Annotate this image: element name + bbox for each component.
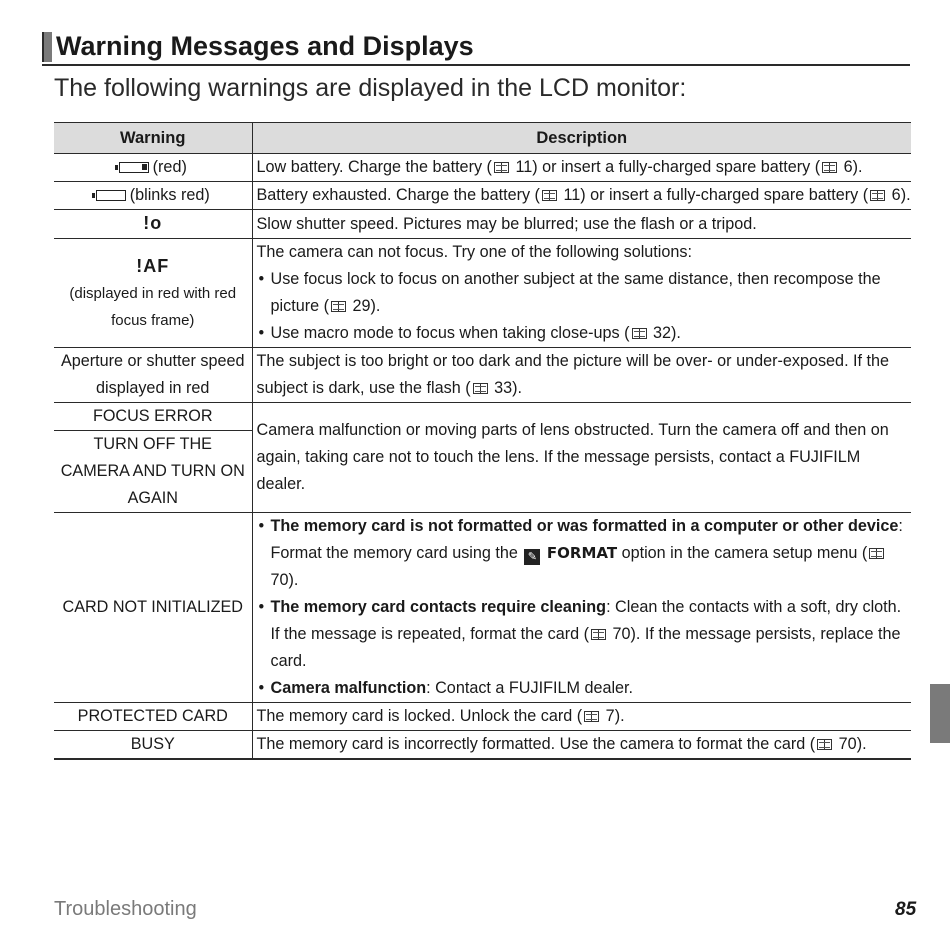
cause-list: [257, 513, 912, 702]
description-text: ) or insert a fully-charged spare battery (: [580, 186, 869, 204]
warning-note: (displayed in red with red focus frame): [69, 284, 237, 329]
page-ref: 6: [843, 158, 853, 176]
description-text: ). If the message persists, replace the card.: [270, 625, 901, 670]
description-cell: [252, 182, 911, 210]
description-text: Format the memory card using the: [270, 544, 518, 562]
description-text: The memory card is locked. Unlock the card (: [256, 707, 583, 725]
description-text: ).: [671, 324, 681, 342]
column-header-description: Description: [252, 123, 911, 154]
list-item: [257, 513, 912, 594]
book-icon: [869, 548, 884, 559]
warning-cell: Aperture or shutter speed displayed in red: [54, 348, 252, 403]
description-intro: The camera can not focus. Try one of the following solutions:: [256, 243, 692, 261]
list-item: [257, 266, 912, 320]
description-text: The subject is too bright or too dark and the picture will be over- or under-exposed. If the subject is dark, use the flash (: [256, 352, 890, 397]
table-row: [54, 403, 911, 431]
page-ref: 29: [352, 297, 371, 315]
title-rule: [42, 30, 910, 66]
list-item: [257, 320, 912, 347]
description-text: ) or insert a fully-charged spare battery (: [532, 158, 821, 176]
format-option-label: FORMAT: [546, 544, 618, 562]
page-ref: 33: [494, 379, 513, 397]
book-icon: [870, 190, 885, 201]
book-icon: [591, 629, 606, 640]
title-marker: [42, 32, 52, 62]
description-cell: Camera malfunction or moving parts of lens obstructed. Turn the camera off and then on again, taking care not to touch the lens. If the message persists, contact a FUJIFILM dealer.: [252, 403, 911, 513]
warning-cell: BUSY: [54, 731, 252, 760]
column-header-warning: Warning: [54, 123, 252, 154]
warning-cell: [54, 210, 252, 239]
solution-list: [257, 266, 912, 347]
table-row: [54, 348, 911, 403]
book-icon: [331, 301, 346, 312]
book-icon: [632, 328, 647, 339]
list-item: [257, 594, 912, 675]
description-text: The memory card is incorrectly formatted. Use the camera to format the card (: [256, 735, 816, 753]
page-ref: 7: [605, 707, 615, 725]
description-text: : Clean the contacts with a soft, dry cloth. If the message is repeated, format the card (: [270, 598, 902, 643]
page-title: Warning Messages and Displays: [56, 31, 474, 61]
description-cell: [252, 239, 911, 348]
book-icon: [817, 739, 832, 750]
warning-cell: FOCUS ERROR: [54, 403, 252, 431]
description-text: ).: [288, 571, 299, 589]
page-ref: 6: [891, 186, 901, 204]
description-text: Battery exhausted. Charge the battery (: [256, 186, 540, 204]
book-icon: [473, 383, 488, 394]
description-text: Use macro mode to focus when taking close-ups (: [270, 324, 630, 342]
description-cell: [252, 703, 911, 731]
cause-title: The memory card contacts require cleaning: [270, 598, 607, 616]
warning-cell: TURN OFF THE CAMERA AND TURN ON AGAIN: [54, 431, 252, 513]
description-cell: [252, 513, 911, 703]
focus-warning-icon: !AF: [136, 255, 170, 276]
page-ref: 11: [515, 158, 533, 176]
battery-low-icon: [119, 162, 149, 173]
page-ref: 70: [270, 571, 289, 589]
description-text: option in the camera setup menu (: [621, 544, 868, 562]
cause-title: The memory card is not formatted or was formatted in a computer or other device: [270, 517, 899, 535]
description-text: ).: [370, 297, 381, 315]
description-text: :: [898, 517, 903, 535]
description-text: Use focus lock to focus on another subject at the same distance, then recompose the picture (: [270, 270, 881, 315]
book-icon: [494, 162, 509, 173]
setup-menu-icon: ✎: [524, 549, 540, 565]
warning-cell: [54, 182, 252, 210]
table-row: [54, 154, 911, 182]
table-row: [54, 210, 911, 239]
description-text: Low battery. Charge the battery (: [256, 158, 492, 176]
description-text: ).: [900, 186, 911, 204]
warning-cell: PROTECTED CARD: [54, 703, 252, 731]
table-row: [54, 239, 911, 348]
description-cell: [252, 731, 911, 760]
table-row: [54, 182, 911, 210]
description-text: ).: [614, 707, 625, 725]
warning-suffix: (blinks red): [129, 186, 210, 204]
table-row: [54, 703, 911, 731]
page-subtitle: The following warnings are displayed in the LCD monitor:: [54, 74, 687, 102]
footer-section-label: Troubleshooting: [54, 898, 197, 920]
camera-shake-icon: !ᴏ: [143, 213, 163, 233]
table-row: [54, 731, 911, 760]
page-ref: 70: [612, 625, 631, 643]
book-icon: [542, 190, 557, 201]
description-cell: [252, 154, 911, 182]
description-text: : Contact a FUJIFILM dealer.: [426, 679, 634, 697]
table-header-row: [54, 123, 911, 154]
description-text: ).: [512, 379, 523, 397]
warning-suffix: (red): [152, 158, 187, 176]
warning-cell: [54, 239, 252, 348]
book-icon: [822, 162, 837, 173]
section-tab: [930, 684, 950, 743]
battery-empty-icon: [96, 190, 126, 201]
page-ref: 11: [563, 186, 581, 204]
cause-title: Camera malfunction: [270, 679, 427, 697]
description-cell: Slow shutter speed. Pictures may be blurred; use the flash or a tripod.: [252, 210, 911, 239]
warning-cell: [54, 154, 252, 182]
description-cell: [252, 348, 911, 403]
warnings-table: [54, 122, 911, 760]
page-number: 85: [895, 899, 917, 920]
description-text: ).: [856, 735, 867, 753]
description-text: ).: [852, 158, 863, 176]
list-item: [257, 675, 912, 702]
table-row: [54, 513, 911, 703]
page-ref: 70: [838, 735, 857, 753]
warning-cell: CARD NOT INITIALIZED: [54, 513, 252, 703]
page-ref: 32: [653, 324, 672, 342]
book-icon: [584, 711, 599, 722]
